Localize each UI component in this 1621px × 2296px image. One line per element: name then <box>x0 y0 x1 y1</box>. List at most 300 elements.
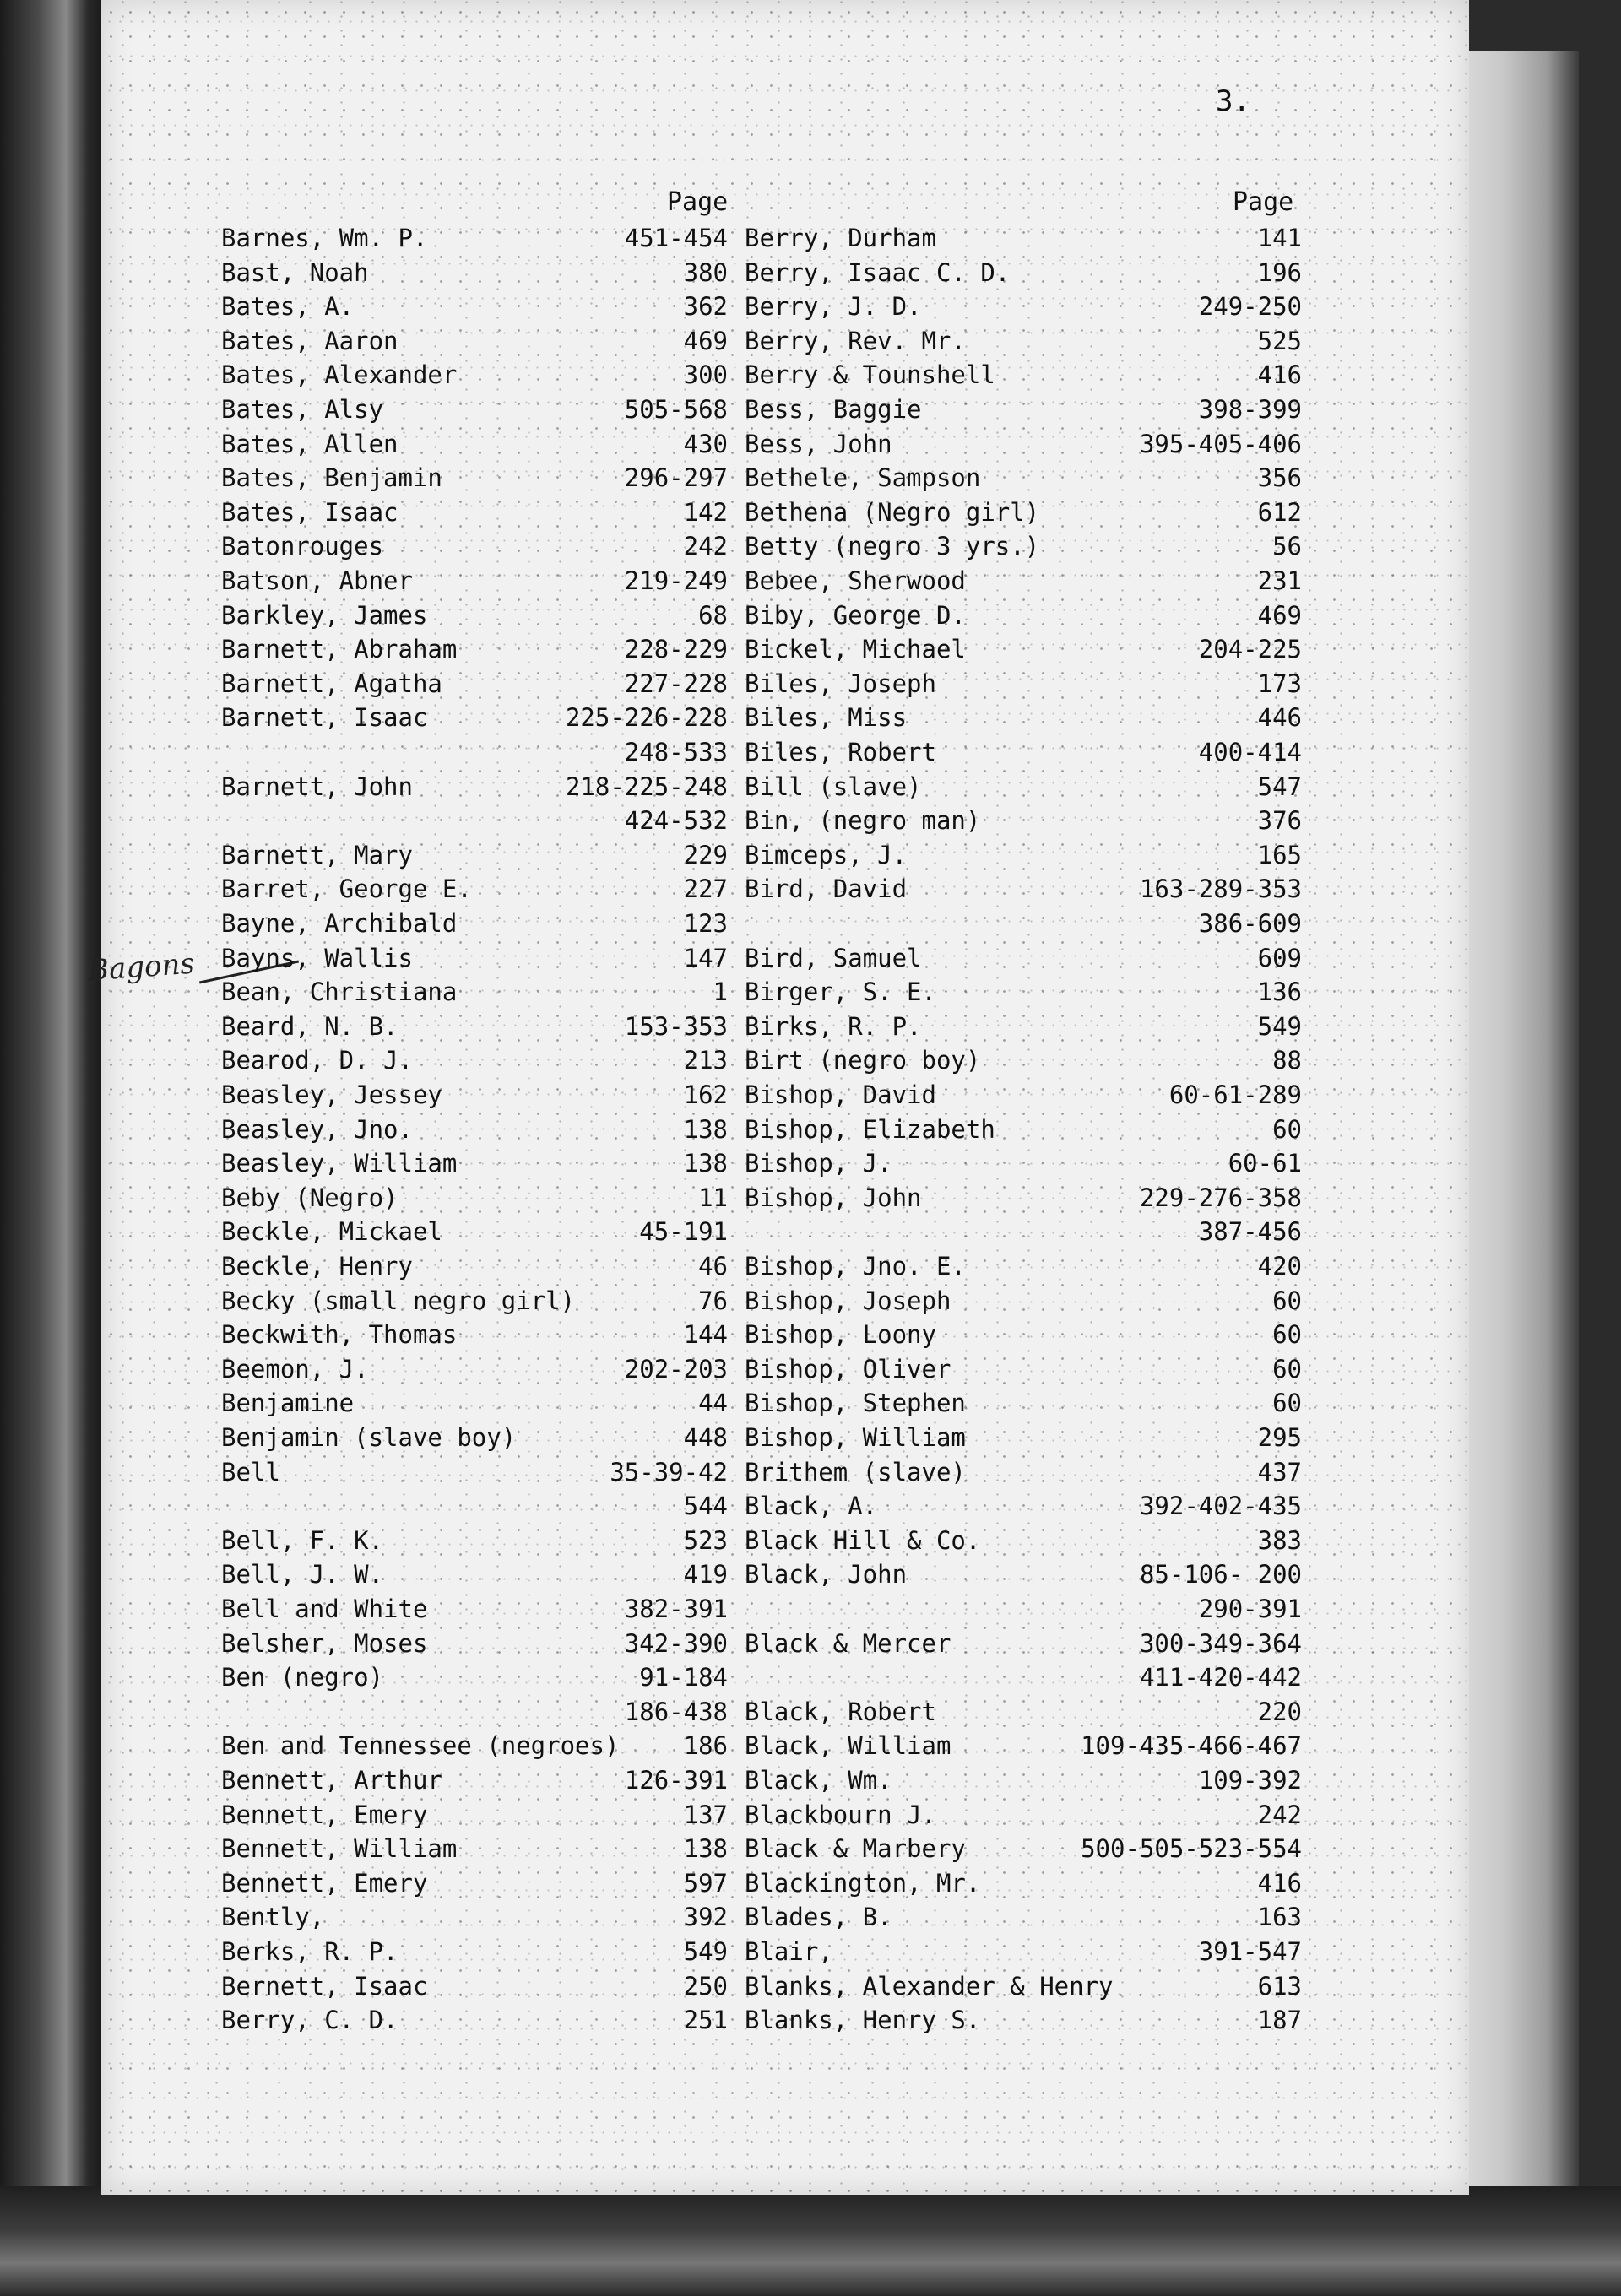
entry-name: Bishop, John <box>745 1183 922 1212</box>
index-entry <box>221 1969 728 2003</box>
entry-name: Birger, S. E. <box>745 977 936 1007</box>
entry-pages: 35-39-42 <box>610 1457 728 1486</box>
entry-pages: 11 <box>698 1183 728 1212</box>
entry-pages: 163-289-353 <box>1139 875 1302 904</box>
entry-pages: 549 <box>683 1937 728 1966</box>
entry-pages: 446 <box>1257 703 1302 733</box>
entry-pages: 469 <box>683 326 728 355</box>
entry-name: Bess, Baggie <box>745 395 922 424</box>
entry-name: Beckle, Henry <box>221 1252 413 1281</box>
entry-pages: 469 <box>1257 600 1302 630</box>
entry-pages: 60 <box>1272 1389 1302 1418</box>
index-entry <box>745 1421 1302 1454</box>
entry-name: Beasley, Jessey <box>221 1080 442 1109</box>
entry-name: Belsher, Moses <box>221 1628 428 1658</box>
index-entry <box>221 1832 728 1866</box>
index-entry <box>745 564 1302 598</box>
entry-pages: 398-399 <box>1198 395 1302 424</box>
index-entry <box>221 324 728 358</box>
entry-name: Bishop, J. <box>745 1149 892 1178</box>
index-entry <box>221 1627 728 1660</box>
index-entry <box>221 1078 728 1112</box>
index-entry <box>745 1592 1302 1626</box>
entry-name: Bennett, Emery <box>221 1868 428 1898</box>
entry-pages: 290-391 <box>1198 1595 1302 1623</box>
index-entry <box>221 1318 728 1351</box>
index-entry <box>221 427 728 461</box>
index-entry <box>745 1763 1302 1797</box>
index-entry <box>221 1489 728 1523</box>
entry-pages: 411-420-442 <box>1139 1663 1302 1692</box>
index-entry <box>745 1969 1302 2003</box>
index-entry <box>745 1524 1302 1557</box>
entry-name: Bates, Benjamin <box>221 463 442 493</box>
entry-pages: 613 <box>1257 1971 1302 2001</box>
index-entry <box>745 1455 1302 1489</box>
index-entry <box>221 1113 728 1146</box>
index-entry <box>745 427 1302 461</box>
entry-pages: 544 <box>683 1492 728 1521</box>
entry-pages: 220 <box>1257 1697 1302 1726</box>
entry-pages: 383 <box>1257 1525 1302 1555</box>
index-entry <box>745 324 1302 358</box>
entry-name: Black & Mercer <box>745 1628 951 1658</box>
entry-name: Berry & Tounshell <box>745 360 995 390</box>
entry-pages: 126-391 <box>624 1766 728 1795</box>
index-entry <box>745 1660 1302 1694</box>
index-entry <box>221 1421 728 1454</box>
entry-name: Birt (negro boy) <box>745 1046 981 1075</box>
entry-pages: 219-249 <box>624 566 728 595</box>
entry-pages: 437 <box>1257 1457 1302 1486</box>
entry-name: Bethena (Negro girl) <box>745 497 1040 527</box>
entry-pages: 380 <box>683 257 728 287</box>
entry-name: Bennett, Emery <box>221 1800 428 1829</box>
entry-pages: 138 <box>683 1834 728 1864</box>
entry-name: Barnett, Abraham <box>221 635 458 664</box>
index-entry <box>745 256 1302 290</box>
index-entry <box>745 1832 1302 1866</box>
entry-pages: 56 <box>1272 532 1302 561</box>
entry-pages: 196 <box>1257 257 1302 287</box>
index-entry <box>221 735 728 769</box>
entry-pages: 141 <box>1257 224 1302 252</box>
index-entry <box>745 1043 1302 1077</box>
index-entry <box>745 358 1302 392</box>
entry-name: Bell, F. K. <box>221 1525 384 1555</box>
index-entry <box>745 1386 1302 1420</box>
index-entry <box>745 1557 1302 1591</box>
entry-pages: 597 <box>683 1868 728 1898</box>
entry-pages: 46 <box>698 1252 728 1281</box>
entry-pages: 186-438 <box>624 1697 728 1726</box>
entry-pages: 451-454 <box>624 224 728 252</box>
entry-pages: 387-456 <box>1198 1217 1302 1247</box>
index-entry <box>221 564 728 598</box>
index-entry <box>221 1386 728 1420</box>
entry-name: Bishop, Jno. E. <box>745 1252 966 1281</box>
index-entry <box>745 804 1302 837</box>
entry-pages: 362 <box>683 292 728 322</box>
index-entry <box>745 495 1302 529</box>
entry-name: Barret, George E. <box>221 875 472 904</box>
entry-name: Bates, Aaron <box>221 326 398 355</box>
entry-pages: 248-533 <box>624 738 728 766</box>
entry-pages: 228-229 <box>624 635 728 664</box>
entry-name: Blackington, Mr. <box>745 1868 981 1898</box>
entry-pages: 382-391 <box>624 1595 728 1623</box>
index-entry <box>745 1284 1302 1318</box>
index-entry <box>745 941 1302 975</box>
entry-pages: 609 <box>1257 943 1302 972</box>
index-entry <box>745 1146 1302 1180</box>
entry-pages: 68 <box>698 600 728 630</box>
entry-name: Black, William <box>745 1731 951 1761</box>
entry-name: Berks, R. P. <box>221 1937 398 1966</box>
entry-name: Bird, Samuel <box>745 943 922 972</box>
entry-name: Betty (negro 3 yrs.) <box>745 532 1040 561</box>
entry-name: Bates, Isaac <box>221 497 398 527</box>
entry-pages: 391-547 <box>1198 1937 1302 1966</box>
entry-pages: 430 <box>683 429 728 458</box>
entry-pages: 227-228 <box>624 669 728 698</box>
entry-pages: 356 <box>1257 463 1302 493</box>
entry-name: Bernett, Isaac <box>221 1971 428 2001</box>
entry-pages: 109-392 <box>1198 1766 1302 1795</box>
index-entry <box>745 907 1302 940</box>
entry-name: Beckle, Mickael <box>221 1217 442 1247</box>
left-column-header: Page <box>667 187 729 217</box>
entry-name: Bess, John <box>745 429 892 458</box>
entry-name: Batonrouges <box>221 532 384 561</box>
entry-pages: 395-405-406 <box>1139 429 1302 458</box>
index-entry <box>221 1900 728 1934</box>
index-entry <box>745 1729 1302 1763</box>
entry-pages: 88 <box>1272 1046 1302 1075</box>
index-entry <box>221 701 728 734</box>
index-entry <box>221 975 728 1009</box>
entry-name: Bates, Allen <box>221 429 398 458</box>
entry-name: Bishop, Elizabeth <box>745 1114 995 1144</box>
entry-name: Bishop, Stephen <box>745 1389 966 1418</box>
entry-name: Bennett, William <box>221 1834 458 1864</box>
index-entry <box>745 1215 1302 1248</box>
index-entry <box>745 1181 1302 1215</box>
index-entry <box>745 701 1302 734</box>
entry-pages: 424-532 <box>624 806 728 836</box>
entry-pages: 60 <box>1272 1354 1302 1384</box>
entry-name: Benjamin (slave boy) <box>221 1423 517 1452</box>
right-column-header: Page <box>1233 187 1294 217</box>
entry-name: Black, Wm. <box>745 1766 892 1795</box>
entry-pages: 60-61 <box>1228 1149 1302 1178</box>
entry-name: Beckwith, Thomas <box>221 1320 458 1350</box>
entry-name: Bin, (negro man) <box>745 806 981 836</box>
entry-pages: 227 <box>683 875 728 904</box>
entry-pages: 213 <box>683 1046 728 1075</box>
index-entry <box>745 1695 1302 1729</box>
entry-pages: 505-568 <box>624 395 728 424</box>
index-entry <box>221 1284 728 1318</box>
entry-pages: 400-414 <box>1198 738 1302 766</box>
index-entry <box>745 1900 1302 1934</box>
entry-name: Black, Robert <box>745 1697 936 1726</box>
index-entry <box>221 1935 728 1968</box>
entry-name: Birks, R. P. <box>745 1011 922 1041</box>
index-entry <box>221 290 728 323</box>
entry-name: Barnett, Isaac <box>221 703 428 733</box>
entry-name: Barnes, Wm. P. <box>221 224 428 252</box>
index-entry <box>745 1489 1302 1523</box>
entry-pages: 296-297 <box>624 463 728 493</box>
entry-name: Ben and Tennessee (negroes) <box>221 1731 620 1761</box>
entry-name: Bearod, D. J. <box>221 1046 413 1075</box>
entry-pages: 187 <box>1257 2006 1302 2035</box>
index-entry <box>221 358 728 392</box>
index-entry <box>745 2003 1302 2037</box>
entry-pages: 76 <box>698 1286 728 1315</box>
entry-name: Berry, J. D. <box>745 292 922 322</box>
index-entry <box>221 1352 728 1386</box>
entry-name: Brithem (slave) <box>745 1457 966 1486</box>
entry-pages: 45-191 <box>639 1217 728 1247</box>
entry-pages: 165 <box>1257 840 1302 869</box>
entry-name: Bishop, Joseph <box>745 1286 951 1315</box>
index-entry <box>221 838 728 872</box>
entry-name: Biles, Robert <box>745 738 936 766</box>
entry-name: Bethele, Sampson <box>745 463 981 493</box>
entry-pages: 202-203 <box>624 1354 728 1384</box>
entry-pages: 300-349-364 <box>1139 1628 1302 1658</box>
entry-name: Beemon, J. <box>221 1354 369 1384</box>
entry-pages: 420 <box>1257 1252 1302 1281</box>
entry-pages: 60 <box>1272 1286 1302 1315</box>
entry-name: Bickel, Michael <box>745 635 966 664</box>
entry-pages: 416 <box>1257 360 1302 390</box>
entry-pages: 229-276-358 <box>1139 1183 1302 1212</box>
index-entry <box>221 804 728 837</box>
index-entry <box>221 1592 728 1626</box>
index-entry <box>221 256 728 290</box>
entry-name: Becky (small negro girl) <box>221 1286 576 1315</box>
index-entry <box>745 1078 1302 1112</box>
entry-pages: 249-250 <box>1198 292 1302 322</box>
index-entry <box>745 1866 1302 1900</box>
entry-name: Black & Marbery <box>745 1834 966 1864</box>
entry-pages: 142 <box>683 497 728 527</box>
entry-name: Barnett, Agatha <box>221 669 442 698</box>
index-entry <box>221 1010 728 1043</box>
scan-bottom-edge <box>0 2186 1621 2296</box>
index-entry <box>745 1010 1302 1043</box>
entry-name: Bates, A. <box>221 292 355 322</box>
entry-name: Bently, <box>221 1903 325 1932</box>
entry-pages: 549 <box>1257 1011 1302 1041</box>
entry-pages: 229 <box>683 840 728 869</box>
entry-pages: 136 <box>1257 977 1302 1007</box>
index-entry <box>745 1113 1302 1146</box>
entry-pages: 231 <box>1257 566 1302 595</box>
index-entry <box>221 461 728 495</box>
scan-left-edge <box>0 0 110 2296</box>
entry-name: Bell, J. W. <box>221 1560 384 1589</box>
index-entry <box>745 735 1302 769</box>
entry-name: Bates, Alexander <box>221 360 458 390</box>
index-entry <box>745 290 1302 323</box>
index-entry <box>745 632 1302 666</box>
entry-name: Beasley, Jno. <box>221 1114 413 1144</box>
entry-name: Bates, Alsy <box>221 395 384 424</box>
entry-name: Barkley, James <box>221 600 428 630</box>
entry-name: Barnett, John <box>221 772 413 801</box>
index-entry <box>745 1249 1302 1283</box>
index-entry <box>745 838 1302 872</box>
entry-name: Black, John <box>745 1560 908 1589</box>
index-entry <box>221 2003 728 2037</box>
index-entry <box>745 667 1302 701</box>
index-entry <box>745 529 1302 563</box>
entry-name: Bishop, Oliver <box>745 1354 951 1384</box>
entry-name: Beasley, William <box>221 1149 458 1178</box>
entry-name: Bayne, Archibald <box>221 909 458 938</box>
entry-name: Ben (negro) <box>221 1663 384 1692</box>
index-entry <box>221 1146 728 1180</box>
entry-pages: 500-505-523-554 <box>1081 1834 1302 1864</box>
entry-pages: 392-402-435 <box>1139 1492 1302 1521</box>
index-entry <box>221 598 728 632</box>
entry-pages: 147 <box>683 943 728 972</box>
scan-right-edge <box>1452 51 1579 2212</box>
entry-name: Bishop, Loony <box>745 1320 936 1350</box>
entry-pages: 138 <box>683 1149 728 1178</box>
index-entry <box>221 495 728 529</box>
index-entry <box>745 221 1302 255</box>
index-entry <box>745 1318 1302 1351</box>
entry-name: Bean, Christiana <box>221 977 458 1007</box>
entry-name: Bennett, Arthur <box>221 1766 442 1795</box>
entry-pages: 137 <box>683 1800 728 1829</box>
index-entry <box>221 1249 728 1283</box>
index-entry <box>221 1798 728 1832</box>
index-entry <box>745 1352 1302 1386</box>
index-entry <box>221 632 728 666</box>
entry-pages: 250 <box>683 1971 728 2001</box>
index-entry <box>221 1215 728 1248</box>
entry-pages: 60 <box>1272 1114 1302 1144</box>
entry-pages: 123 <box>683 909 728 938</box>
index-entry <box>221 1660 728 1694</box>
entry-pages: 419 <box>683 1560 728 1589</box>
entry-name: Berry, Isaac C. D. <box>745 257 1011 287</box>
index-entry <box>745 1935 1302 1968</box>
index-entry <box>221 907 728 940</box>
entry-pages: 612 <box>1257 497 1302 527</box>
index-entry <box>221 1524 728 1557</box>
index-entry <box>221 667 728 701</box>
index-entry <box>221 872 728 906</box>
index-entry <box>745 872 1302 906</box>
entry-pages: 60-61-289 <box>1168 1080 1302 1109</box>
entry-name: Berry, C. D. <box>221 2006 398 2035</box>
entry-pages: 173 <box>1257 669 1302 698</box>
entry-name: Biby, George D. <box>745 600 966 630</box>
entry-name: Biles, Miss <box>745 703 908 733</box>
entry-name: Berry, Durham <box>745 224 936 252</box>
entry-pages: 376 <box>1257 806 1302 836</box>
entry-name: Black Hill & Co. <box>745 1525 981 1555</box>
entry-name: Benjamine <box>221 1389 355 1418</box>
index-entry <box>221 1695 728 1729</box>
entry-pages: 186 <box>683 1731 728 1761</box>
entry-name: Bayns, Wallis <box>221 943 413 972</box>
entry-pages: 138 <box>683 1114 728 1144</box>
entry-pages: 44 <box>698 1389 728 1418</box>
entry-pages: 85-106- 200 <box>1139 1560 1302 1589</box>
entry-pages: 392 <box>683 1903 728 1932</box>
index-entry <box>221 1729 728 1763</box>
entry-name: Bebee, Sherwood <box>745 566 966 595</box>
entry-pages: 109-435-466-467 <box>1081 1731 1302 1761</box>
entry-name: Bishop, David <box>745 1080 936 1109</box>
index-entry <box>221 941 728 975</box>
entry-pages: 1 <box>713 977 728 1007</box>
index-entry <box>221 1455 728 1489</box>
entry-pages: 204-225 <box>1198 635 1302 664</box>
entry-name: Blackbourn J. <box>745 1800 936 1829</box>
index-entry <box>745 1627 1302 1660</box>
entry-pages: 153-353 <box>624 1011 728 1041</box>
index-entry <box>221 393 728 426</box>
index-entry <box>221 1866 728 1900</box>
entry-name: Beby (Negro) <box>221 1183 398 1212</box>
handwritten-margin-note: Bagons <box>86 946 197 988</box>
entry-pages: 295 <box>1257 1423 1302 1452</box>
entry-pages: 300 <box>683 360 728 390</box>
entry-name: Black, A. <box>745 1492 878 1521</box>
index-entry <box>221 770 728 804</box>
entry-pages: 60 <box>1272 1320 1302 1350</box>
entry-name: Blanks, Henry S. <box>745 2006 981 2035</box>
index-entry <box>745 1798 1302 1832</box>
entry-name: Beard, N. B. <box>221 1011 398 1041</box>
index-entry <box>745 461 1302 495</box>
entry-name: Bishop, William <box>745 1423 966 1452</box>
entry-pages: 242 <box>683 532 728 561</box>
entry-pages: 144 <box>683 1320 728 1350</box>
index-entry <box>221 529 728 563</box>
entry-name: Bell <box>221 1457 280 1486</box>
entry-name: Bill (slave) <box>745 772 922 801</box>
entry-name: Bimceps, J. <box>745 840 908 869</box>
entry-name: Batson, Abner <box>221 566 413 595</box>
entry-name: Blades, B. <box>745 1903 892 1932</box>
entry-pages: 386-609 <box>1198 909 1302 938</box>
index-entry <box>221 1181 728 1215</box>
entry-pages: 342-390 <box>624 1628 728 1658</box>
index-entry <box>221 1557 728 1591</box>
entry-pages: 91-184 <box>639 1663 728 1692</box>
entry-pages: 523 <box>683 1525 728 1555</box>
entry-name: Bird, David <box>745 875 908 904</box>
entry-pages: 416 <box>1257 1868 1302 1898</box>
entry-pages: 163 <box>1257 1903 1302 1932</box>
index-entry <box>221 1043 728 1077</box>
page-number: 3. <box>1216 84 1250 118</box>
entry-name: Blanks, Alexander & Henry <box>745 1971 1114 2001</box>
entry-pages: 448 <box>683 1423 728 1452</box>
entry-pages: 242 <box>1257 1800 1302 1829</box>
index-entry <box>221 221 728 255</box>
